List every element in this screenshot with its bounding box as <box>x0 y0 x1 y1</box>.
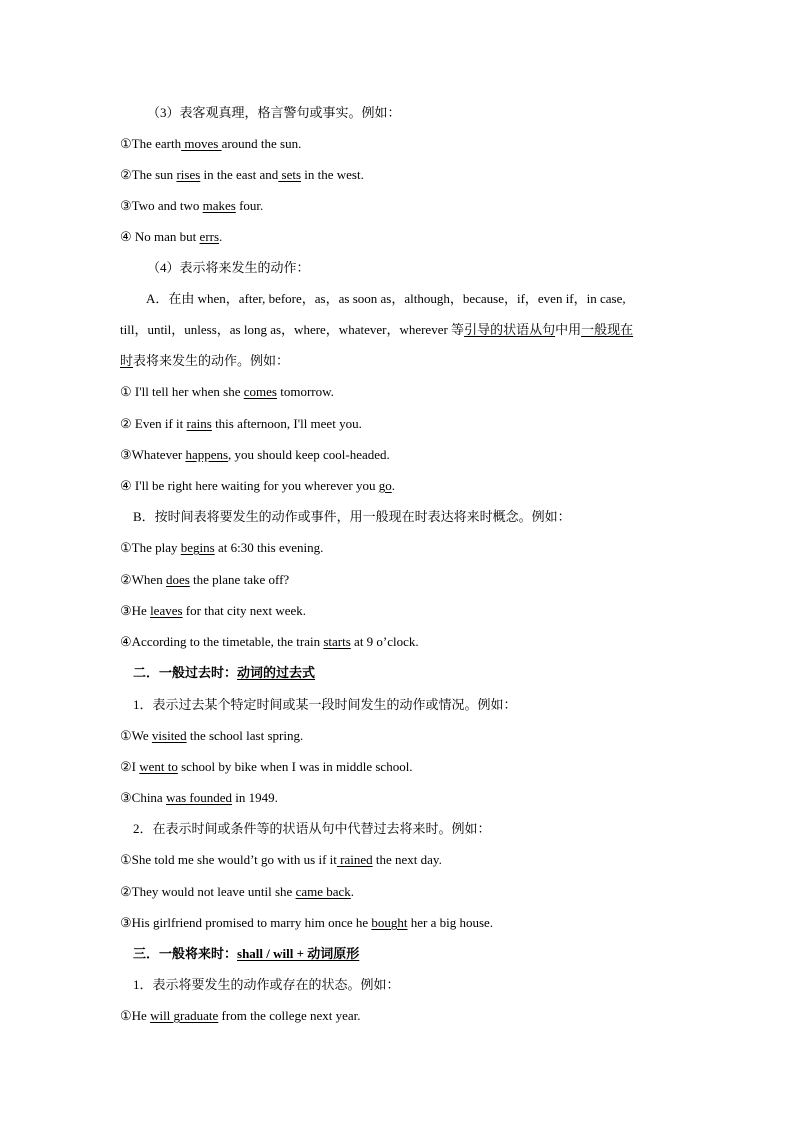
underlined-term: shall / will + 动词原形 <box>237 946 360 961</box>
underlined-term: makes <box>202 198 236 213</box>
underlined-term: 动词的过去式 <box>237 665 316 680</box>
underlined-term: leaves <box>150 603 183 618</box>
text-run: ③China <box>120 790 166 805</box>
underlined-term: errs <box>199 229 220 244</box>
text-line <box>120 914 493 932</box>
text-run: in the east and <box>200 167 279 182</box>
underlined-term: went to <box>139 759 178 774</box>
text-run: ②When <box>120 572 166 587</box>
text-line <box>120 166 364 184</box>
text-run: （3）表客观真理，格言警句或事实。例如： <box>147 105 401 120</box>
text-run: . <box>219 229 223 244</box>
text-line <box>120 851 442 869</box>
text-run: . <box>391 478 395 493</box>
underlined-term: sets <box>278 167 302 182</box>
text-run: . <box>350 884 355 899</box>
text-line <box>120 727 303 745</box>
text-line <box>133 976 400 994</box>
text-line <box>147 259 310 277</box>
text-line <box>120 539 323 557</box>
underlined-term: rises <box>176 167 201 182</box>
text-run: ④According to the timetable, the train <box>120 634 324 649</box>
text-run: in the west. <box>301 167 364 182</box>
text-run: ③His girlfriend promised to marry him once he <box>120 915 372 930</box>
text-run: the plane take off? <box>189 572 290 587</box>
underlined-term: go <box>378 478 392 493</box>
text-run: 表将来发生的动作。例如： <box>133 353 290 368</box>
underlined-term: rains <box>186 416 212 431</box>
text-run: ② Even if it <box>120 416 187 431</box>
text-run: ①She told me she would’t go with us if it <box>120 852 337 867</box>
text-run: A．在由 when，after, before，as，as soon as，although，because，if，even if，in case, <box>146 291 626 306</box>
underlined-term: happens <box>185 447 229 462</box>
text-run: 三．一般将来时： <box>133 946 238 961</box>
text-line <box>133 696 517 714</box>
text-line <box>120 352 289 370</box>
text-line <box>120 228 222 246</box>
text-run: till，until，unless，as long as，where，whatever，wherever 等 <box>120 322 465 337</box>
underlined-term: starts <box>323 634 351 649</box>
text-run: 1．表示将要发生的动作或存在的状态。例如： <box>133 977 400 992</box>
text-line <box>120 446 390 464</box>
underlined-term: does <box>165 572 190 587</box>
text-run: ②The sun <box>120 167 177 182</box>
text-run: ②They would not leave until she <box>120 884 296 899</box>
text-line <box>120 633 419 651</box>
text-run: ①The play <box>120 540 181 555</box>
underlined-term: was founded <box>165 790 233 805</box>
text-line <box>133 945 359 963</box>
text-run: ③Whatever <box>120 447 186 462</box>
text-line <box>120 383 334 401</box>
text-run: ②I <box>120 759 140 774</box>
underlined-term: rained <box>336 852 373 867</box>
text-run: from the college next year. <box>218 1008 361 1023</box>
text-run: at 6:30 this evening. <box>214 540 324 555</box>
text-run: ①He <box>120 1008 151 1023</box>
text-run: （4）表示将来发生的动作： <box>147 260 310 275</box>
text-run: her a big house. <box>407 915 494 930</box>
text-run: this afternoon, I'll meet you. <box>211 416 362 431</box>
text-run: in 1949. <box>232 790 278 805</box>
text-run: ④ No man but <box>120 229 200 244</box>
text-line <box>147 104 401 122</box>
text-run: school by bike when I was in middle school. <box>177 759 413 774</box>
text-run: ③Two and two <box>120 198 203 213</box>
text-run: the next day. <box>372 852 442 867</box>
text-line <box>146 290 626 308</box>
text-line <box>120 571 289 589</box>
text-run: 2．在表示时间或条件等的状语从句中代替过去将来时。例如： <box>133 821 491 836</box>
text-line <box>120 477 395 495</box>
text-line <box>120 321 633 339</box>
text-run: tomorrow. <box>276 384 334 399</box>
underlined-term: comes <box>243 384 277 399</box>
text-line <box>120 789 278 807</box>
underlined-term: came back <box>295 884 351 899</box>
text-run: the school last spring. <box>186 728 304 743</box>
text-run: ① I'll tell her when she <box>120 384 244 399</box>
text-run: 1．表示过去某个特定时间或某一段时间发生的动作或情况。例如： <box>133 697 517 712</box>
text-run: B．按时间表将要发生的动作或事件，用一般现在时表达将来时概念。例如： <box>133 509 571 524</box>
underlined-term: visited <box>151 728 187 743</box>
text-run: four. <box>235 198 264 213</box>
text-line <box>120 1007 361 1025</box>
underlined-term: 一般现在 <box>581 322 634 337</box>
underlined-term: bought <box>371 915 408 930</box>
text-run: for that city next week. <box>182 603 307 618</box>
text-run: at 9 o’clock. <box>350 634 419 649</box>
text-line <box>133 820 491 838</box>
underlined-term: 时 <box>120 353 134 368</box>
text-line <box>120 415 362 433</box>
text-line <box>120 135 301 153</box>
underlined-term: 引导的状语从句 <box>464 322 556 337</box>
text-line <box>120 758 413 776</box>
text-run: 二．一般过去时： <box>133 665 238 680</box>
text-line <box>120 197 263 215</box>
text-run: ①The earth <box>120 136 182 151</box>
text-line <box>133 664 315 682</box>
underlined-term: will graduate <box>150 1008 219 1023</box>
text-run: ④ I'll be right here waiting for you wherever you <box>120 478 379 493</box>
text-line <box>133 508 571 526</box>
text-run: , you should keep cool-headed. <box>228 447 390 462</box>
underlined-term: begins <box>180 540 215 555</box>
text-line <box>120 602 306 620</box>
text-run: around the sun. <box>221 136 302 151</box>
text-run: ①We <box>120 728 152 743</box>
underlined-term: moves <box>181 136 222 151</box>
text-line <box>120 883 354 901</box>
text-run: ③He <box>120 603 151 618</box>
text-run: 中用 <box>555 322 582 337</box>
